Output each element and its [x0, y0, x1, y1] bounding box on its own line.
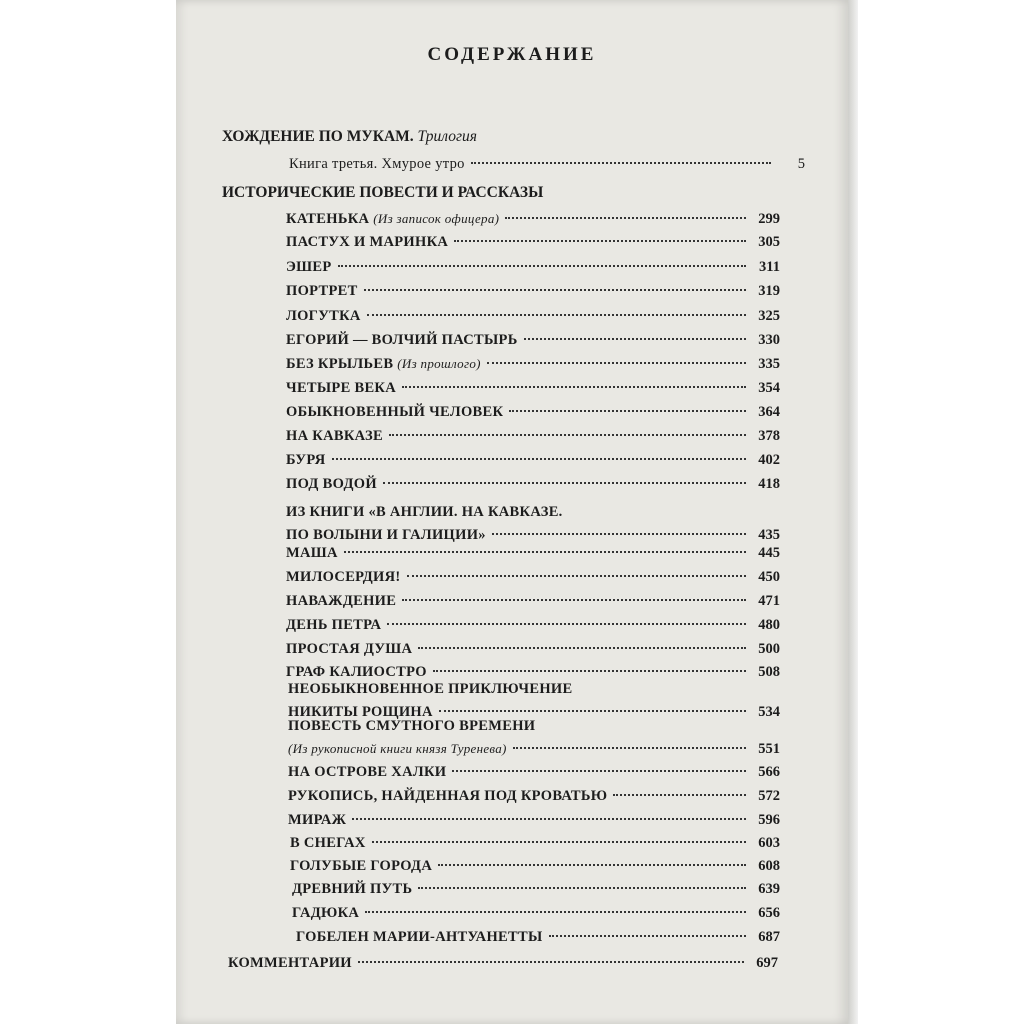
toc-entry-title	[286, 593, 396, 610]
toc-entry-title-text: ГАДЮКА	[292, 905, 360, 921]
toc-entry-page: 508	[758, 664, 780, 680]
toc-entry-title	[286, 259, 332, 276]
toc-entry-title-text: ЛОГУТКА	[286, 308, 361, 324]
toc-entry[interactable]	[286, 356, 780, 373]
dot-leader	[365, 911, 746, 913]
dot-leader	[418, 647, 746, 649]
toc-entry-title-text: МИРАЖ	[288, 812, 347, 828]
toc-entry-title	[286, 211, 499, 228]
toc-entry-title-text: НАВАЖДЕНИЕ	[286, 593, 397, 609]
toc-entry-title-text: МИЛОСЕРДИЯ!	[286, 569, 401, 585]
dot-leader	[613, 794, 746, 796]
dot-leader	[389, 434, 746, 436]
toc-entry[interactable]	[286, 476, 780, 493]
toc-entry-page: 311	[759, 259, 780, 275]
toc-entry[interactable]	[286, 452, 780, 469]
toc-entry-title	[286, 356, 481, 373]
section-heading-subtitle: Трилогия	[417, 128, 477, 145]
toc-entry-title	[288, 788, 607, 805]
dot-leader	[344, 551, 746, 553]
dot-leader	[332, 458, 746, 460]
toc-entry-title-text: В СНЕГАХ	[290, 835, 366, 851]
toc-entry[interactable]	[288, 741, 780, 758]
toc-entry-title	[286, 476, 377, 493]
toc-entry-page: 335	[758, 356, 780, 372]
toc-entry[interactable]	[292, 905, 780, 922]
toc-entry-title	[286, 641, 412, 658]
toc-entry[interactable]	[286, 527, 780, 544]
toc-entry-title	[286, 332, 518, 349]
dot-leader	[549, 935, 747, 937]
dot-leader	[383, 482, 746, 484]
toc-entry-page: 5	[797, 156, 805, 172]
toc-entry-page: 402	[758, 452, 780, 468]
toc-entry[interactable]	[288, 788, 780, 805]
page-edge	[848, 0, 858, 1024]
toc-entry-subtitle: (Из прошлого)	[397, 356, 481, 371]
toc-entry-title-text: БЕЗ КРЫЛЬЕВ	[286, 356, 394, 372]
toc-entry-title-text: МАША	[286, 545, 338, 561]
toc-entry-title-text: РУКОПИСЬ, НАЙДЕННАЯ ПОД КРОВАТЬЮ	[288, 788, 608, 804]
toc-entry-title	[286, 664, 427, 681]
toc-entry[interactable]	[296, 929, 780, 946]
toc-entry[interactable]	[286, 259, 780, 276]
toc-entry-title	[286, 308, 361, 325]
dot-leader	[438, 864, 746, 866]
toc-entry[interactable]	[286, 428, 780, 445]
toc-entry-title	[288, 741, 507, 758]
toc-entry-page: 330	[758, 332, 780, 348]
toc-entry-title-text: ГОЛУБЫЕ ГОРОДА	[290, 858, 433, 874]
toc-entry-page: 450	[758, 569, 780, 585]
toc-entry[interactable]	[286, 569, 780, 586]
toc-entry-page: 480	[758, 617, 780, 633]
toc-entry[interactable]	[286, 593, 780, 610]
toc-entry[interactable]	[286, 380, 780, 397]
dot-leader	[524, 338, 746, 340]
toc-entry-title-text: ЕГОРИЙ — ВОЛЧИЙ ПАСТЫРЬ	[286, 332, 518, 348]
dot-leader	[372, 841, 746, 843]
toc-entry[interactable]	[286, 545, 780, 562]
toc-entry-page: 299	[758, 211, 780, 227]
dot-leader	[387, 623, 746, 625]
toc-entry-title	[296, 929, 543, 946]
toc-entry-title-text: ПО ВОЛЫНИ И ГАЛИЦИИ»	[286, 527, 486, 543]
dot-leader	[471, 162, 771, 164]
toc-entry-title-text: ПОД ВОДОЙ	[286, 476, 377, 492]
toc-entry[interactable]	[289, 156, 805, 173]
section-heading-text: ХОЖДЕНИЕ ПО МУКАМ.	[222, 128, 414, 145]
toc-entry-title-line1: ИЗ КНИГИ «В АНГЛИИ. НА КАВКАЗЕ.	[286, 504, 563, 520]
toc-entry-title-text: ПОРТРЕТ	[286, 283, 358, 299]
toc-entry-title	[290, 835, 366, 852]
dot-leader	[364, 289, 746, 291]
toc-entry[interactable]	[286, 283, 780, 300]
dot-leader	[487, 362, 746, 364]
toc-entry[interactable]	[286, 617, 780, 634]
toc-entry-subtitle: (Из записок офицера)	[373, 211, 500, 226]
toc-entry-title	[290, 858, 432, 875]
dot-leader	[407, 575, 746, 577]
dot-leader	[513, 747, 746, 749]
toc-entry-title	[286, 452, 326, 469]
toc-entry-page: 319	[758, 283, 780, 299]
dot-leader	[505, 217, 746, 219]
toc-entry-page: 500	[758, 641, 780, 657]
toc-entry[interactable]	[286, 404, 780, 421]
toc-entry-title	[286, 527, 486, 544]
dot-leader	[338, 265, 747, 267]
toc-entry-title-text: НА ОСТРОВЕ ХАЛКИ	[288, 764, 447, 780]
toc-entry-page: 608	[758, 858, 780, 874]
toc-entry-page: 551	[758, 741, 780, 757]
toc-entry-page: 471	[758, 593, 780, 609]
toc-entry-page: 566	[758, 764, 780, 780]
toc-entry[interactable]	[286, 234, 780, 251]
toc-entry[interactable]	[292, 881, 780, 898]
toc-entry-subtitle: (Из рукописной книги князя Туренева)	[288, 741, 507, 756]
toc-entry[interactable]	[286, 211, 780, 228]
dot-leader	[367, 314, 746, 316]
toc-entry-page: 603	[758, 835, 780, 851]
toc-entry-title	[286, 545, 338, 562]
toc-entry-title-text: ПРОСТАЯ ДУША	[286, 641, 413, 657]
dot-leader	[402, 386, 746, 388]
toc-entry-page: 325	[758, 308, 780, 324]
toc-entry-title-text: НА КАВКАЗЕ	[286, 428, 383, 444]
dot-leader	[402, 599, 746, 601]
toc-entry-page: 639	[758, 881, 780, 897]
toc-entry-page: 418	[758, 476, 780, 492]
toc-entry-title	[286, 380, 396, 397]
toc-entry-page: 534	[758, 704, 780, 720]
page-title: СОДЕРЖАНИЕ	[427, 44, 597, 65]
toc-entry-title	[286, 569, 401, 586]
dot-leader	[352, 818, 746, 820]
toc-entry-title	[292, 905, 359, 922]
section-heading-stories: ИСТОРИЧЕСКИЕ ПОВЕСТИ И РАССКАЗЫ	[222, 184, 544, 201]
section-heading-trilogy	[222, 128, 477, 146]
toc-entry[interactable]	[288, 764, 780, 781]
background-left	[0, 0, 176, 1024]
toc-entry-page: 354	[758, 380, 780, 396]
toc-entry-title-text: ОБЫКНОВЕННЫЙ ЧЕЛОВЕК	[286, 404, 504, 420]
toc-entry-title-text: ДЕНЬ ПЕТРА	[286, 617, 382, 633]
toc-entry-title: Книга третья. Хмурое утро	[289, 156, 465, 172]
toc-entry-title-text: БУРЯ	[286, 452, 326, 468]
toc-entry-page: 378	[758, 428, 780, 444]
toc-entry-title-text: ЧЕТЫРЕ ВЕКА	[286, 380, 397, 396]
dot-leader	[509, 410, 746, 412]
toc-entry-page: 364	[758, 404, 780, 420]
toc-entry[interactable]	[286, 641, 780, 658]
toc-entry-title	[292, 881, 412, 898]
toc-entry-title-text: ГОБЕЛЕН МАРИИ-АНТУАНЕТТЫ	[296, 929, 543, 945]
dot-leader	[492, 533, 746, 535]
toc-entry-title: КОММЕНТАРИИ	[228, 955, 352, 971]
dot-leader	[433, 670, 746, 672]
toc-entry-title	[286, 404, 503, 421]
toc-entry-title-text: КАТЕНЬКА	[286, 211, 370, 227]
toc-entry-page: 305	[758, 234, 780, 250]
toc-entry[interactable]	[290, 835, 780, 852]
toc-entry-page: 697	[756, 955, 778, 971]
dot-leader	[452, 770, 746, 772]
toc-entry[interactable]	[286, 308, 780, 325]
toc-entry-page: 596	[758, 812, 780, 828]
toc-entry-title	[288, 764, 446, 781]
toc-entry-title-line1: НЕОБЫКНОВЕННОЕ ПРИКЛЮЧЕНИЕ	[288, 681, 573, 697]
toc-entry-title-text: НИКИТЫ РОЩИНА	[288, 704, 433, 720]
toc-entry-title-text: ПАСТУХ И МАРИНКА	[286, 234, 449, 250]
toc-entry-title	[288, 812, 346, 829]
toc-entry-page: 435	[758, 527, 780, 543]
toc-entry-title	[286, 617, 381, 634]
toc-entry-title-line1: ПОВЕСТЬ СМУТНОГО ВРЕМЕНИ	[288, 718, 536, 734]
dot-leader	[439, 710, 746, 712]
toc-entry-title	[286, 234, 448, 251]
toc-entry-title-text: ДРЕВНИЙ ПУТЬ	[292, 881, 413, 897]
toc-entry[interactable]	[286, 332, 780, 349]
toc-entry-page: 656	[758, 905, 780, 921]
toc-entry-title	[286, 283, 358, 300]
toc-entry[interactable]	[290, 858, 780, 875]
toc-entry-page: 572	[758, 788, 780, 804]
dot-leader	[418, 887, 746, 889]
dot-leader	[454, 240, 746, 242]
toc-entry-title-text: ГРАФ КАЛИОСТРО	[286, 664, 427, 680]
toc-entry-comments[interactable]	[228, 955, 778, 972]
toc-entry[interactable]	[286, 664, 780, 681]
toc-entry-page: 687	[758, 929, 780, 945]
toc-entry[interactable]	[288, 812, 780, 829]
dot-leader	[358, 961, 744, 963]
toc-entry-title	[286, 428, 383, 445]
toc-entry-page: 445	[758, 545, 780, 561]
toc-entry-title-text: ЭШЕР	[286, 259, 332, 275]
